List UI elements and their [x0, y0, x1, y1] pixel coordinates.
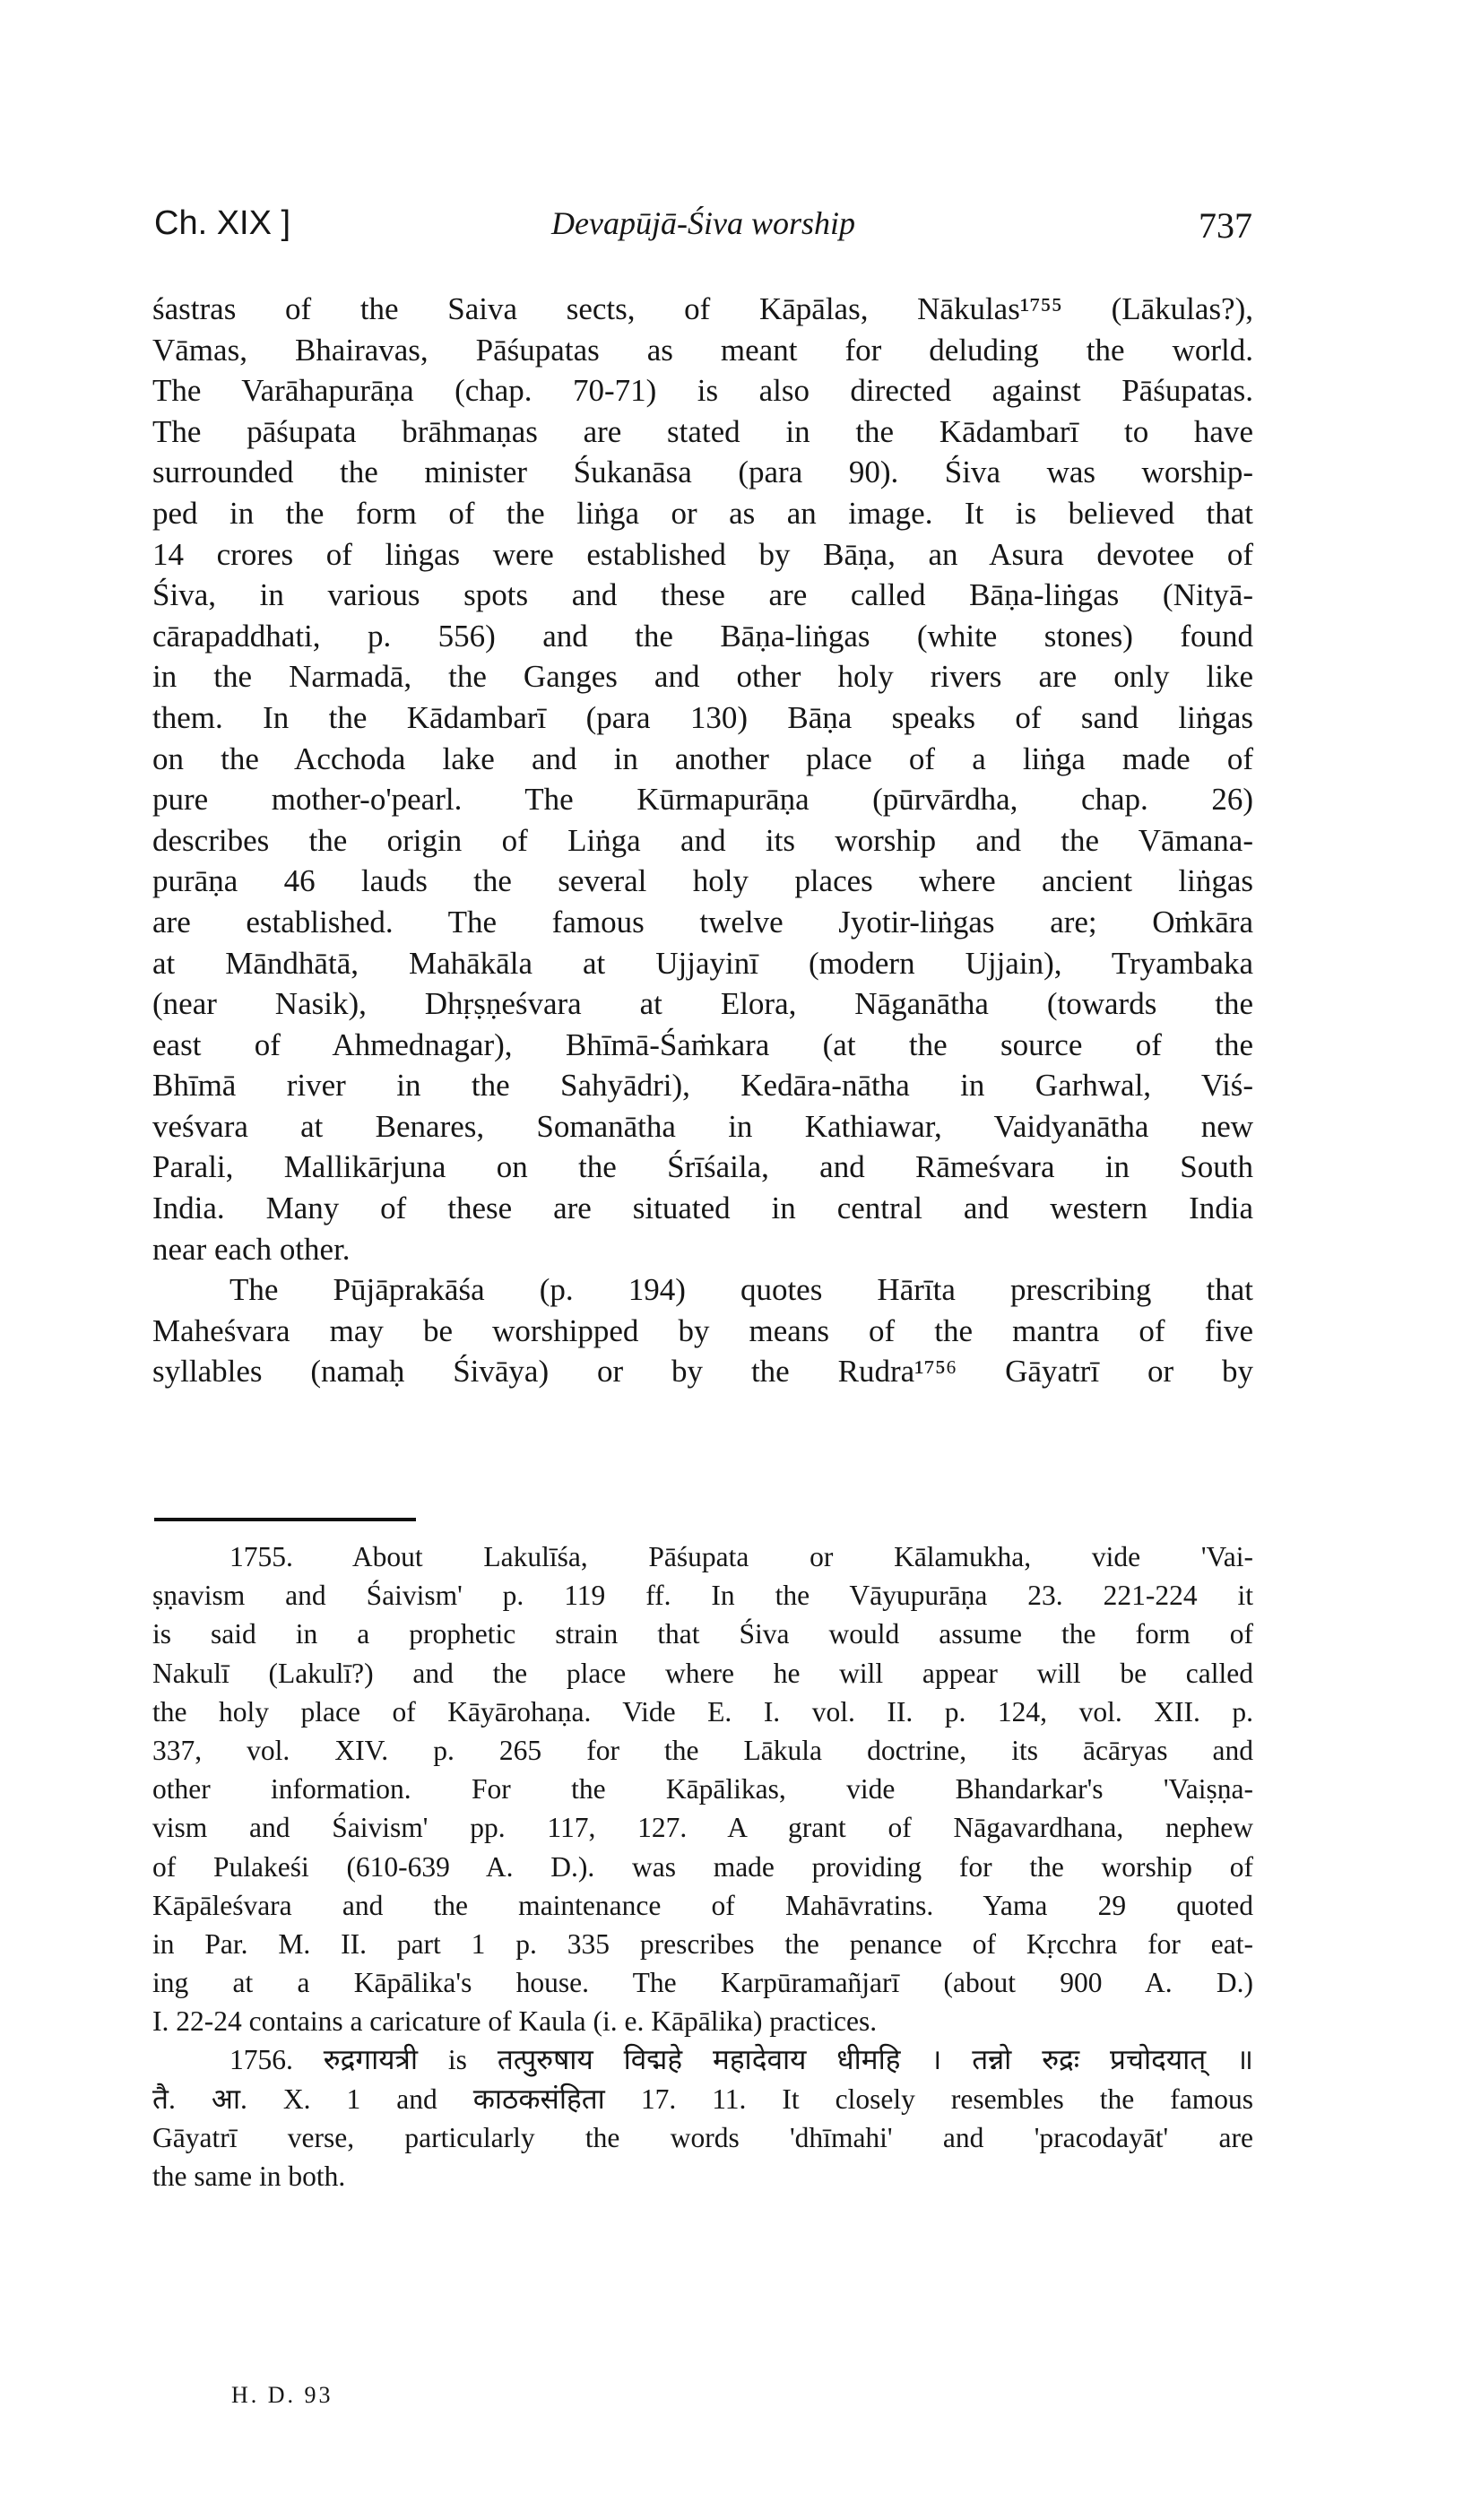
- footnote-line: I. 22-24 contains a caricature of Kaula (i. e. Kāpālika) practices.: [152, 2005, 878, 2038]
- text-line: (near Nasik), Dhṛṣṇeśvara at Elora, Nāganātha (towards the: [152, 986, 1253, 1022]
- footnote-line: Gāyatrī verse, particularly the words 'dhīmahi' and 'pracodayāt' are: [152, 2121, 1253, 2153]
- text-line: Śiva, in various spots and these are called Bāṇa-liṅgas (Nityā-: [152, 577, 1253, 613]
- running-header: [154, 204, 1252, 258]
- text-line: in the Narmadā, the Ganges and other holy rivers are only like: [152, 659, 1253, 695]
- text-line: India. Many of these are situated in central and western India: [152, 1191, 1253, 1226]
- footnote-1755-start: 1755. About Lakulīśa, Pāśupata or Kālamukha, vide 'Vai-: [229, 1541, 1253, 1572]
- chapter-label: Ch. XIX ]: [154, 204, 291, 242]
- footnotes: [152, 1537, 1253, 2195]
- footnote-line: ing at a Kāpālika's house. The Karpūramañjarī (about 900 A. D.): [152, 1967, 1253, 1999]
- text-line: surrounded the minister Śukanāsa (para 90). Śiva was worship-: [152, 455, 1253, 490]
- text-line: cārapaddhati, p. 556) and the Bāṇa-liṅgas (white stones) found: [152, 618, 1253, 654]
- text-line: Bhīmā river in the Sahyādri), Kedāra-nātha in Garhwal, Viś-: [152, 1068, 1253, 1104]
- footnote-line: तै. आ. X. 1 and काठकसंहिता 17. 11. It closely resembles the famous: [152, 2083, 1253, 2115]
- main-text: [152, 289, 1253, 1392]
- text-line: The pāśupata brāhmaṇas are stated in the Kādambarī to have: [152, 413, 1253, 449]
- text-line: purāṇa 46 lauds the several holy places where ancient liṅgas: [152, 863, 1253, 899]
- text-line: them. In the Kādambarī (para 130) Bāṇa speaks of sand liṅgas: [152, 699, 1253, 735]
- text-line: are established. The famous twelve Jyotir-liṅgas are; Oṁkāra: [152, 904, 1253, 940]
- text-line: syllables (namaḥ Śivāya) or by the Rudra¹⁷⁵⁶ Gāyatrī or by: [152, 1354, 1253, 1390]
- footnote-line: of Pulakeśi (610-639 A. D.). was made providing for the worship of: [152, 1850, 1253, 1883]
- footnote-line: is said in a prophetic strain that Śiva would assume the form of: [152, 1618, 1253, 1650]
- signature-mark: H. D. 93: [231, 2382, 333, 2408]
- running-title: Devapūjā-Śiva worship: [551, 205, 855, 241]
- footnote-line: in Par. M. II. part 1 p. 335 prescribes the penance of Kṛcchra for eat-: [152, 1927, 1253, 1960]
- text-line: ped in the form of the liṅga or as an image. It is believed that: [152, 495, 1253, 531]
- text-line: near each other.: [152, 1231, 351, 1267]
- text-line: Parali, Mallikārjuna on the Śrīśaila, and Rāmeśvara in South: [152, 1149, 1253, 1185]
- text-line: The Varāhapurāṇa (chap. 70-71) is also directed against Pāśupatas.: [152, 373, 1253, 409]
- footnote-divider: [154, 1518, 416, 1521]
- text-line: pure mother-o'pearl. The Kūrmapurāṇa (pūrvārdha, chap. 26): [152, 782, 1253, 818]
- paragraph-start-line: The Pūjāprakāśa (p. 194) quotes Hārīta prescribing that: [229, 1272, 1253, 1308]
- text-line: Maheśvara may be worshipped by means of the mantra of five: [152, 1312, 1253, 1348]
- text-line: Vāmas, Bhairavas, Pāśupatas as meant for deluding the world.: [152, 332, 1253, 368]
- page-number: 737: [1199, 205, 1252, 246]
- text-line: on the Acchoda lake and in another place of a liṅga made of: [152, 740, 1253, 776]
- footnote-line: 337, vol. XIV. p. 265 for the Lākula doctrine, its ācāryas and: [152, 1734, 1253, 1766]
- text-line: veśvara at Benares, Somanātha in Kathiawar, Vaidyanātha new: [152, 1108, 1253, 1144]
- footnote-line: vism and Śaivism' pp. 117, 127. A grant of Nāgavardhana, nephew: [152, 1812, 1253, 1844]
- text-line: 14 crores of liṅgas were established by Bāṇa, an Asura devotee of: [152, 536, 1253, 572]
- text-line: describes the origin of Liṅga and its worship and the Vāmana-: [152, 822, 1253, 858]
- text-line: east of Ahmednagar), Bhīmā-Śaṁkara (at the source of the: [152, 1026, 1253, 1062]
- footnote-1756-start: 1756. रुद्रगायत्री is तत्पुरुषाय विद्महे महादेवाय धीमहि । तन्नो रुद्रः प्रचोदयात् ॥: [229, 2044, 1253, 2076]
- footnote-line: Nakulī (Lakulī?) and the place where he will appear will be called: [152, 1657, 1253, 1689]
- footnote-line: ṣṇavism and Śaivism' p. 119 ff. In the Vāyupurāṇa 23. 221-224 it: [152, 1580, 1253, 1612]
- footnote-line: the holy place of Kāyārohaṇa. Vide E. I. vol. II. p. 124, vol. XII. p.: [152, 1695, 1253, 1728]
- footnote-line: Kāpāleśvara and the maintenance of Mahāvratins. Yama 29 quoted: [152, 1889, 1253, 1921]
- footnote-line: the same in both.: [152, 2161, 346, 2192]
- text-line: śastras of the Saiva sects, of Kāpālas, Nākulas¹⁷⁵⁵ (Lākulas?),: [152, 291, 1253, 326]
- footnote-line: other information. For the Kāpālikas, vide Bhandarkar's 'Vaiṣṇa-: [152, 1773, 1253, 1806]
- text-line: at Māndhātā, Mahākāla at Ujjayinī (modern Ujjain), Tryambaka: [152, 945, 1253, 981]
